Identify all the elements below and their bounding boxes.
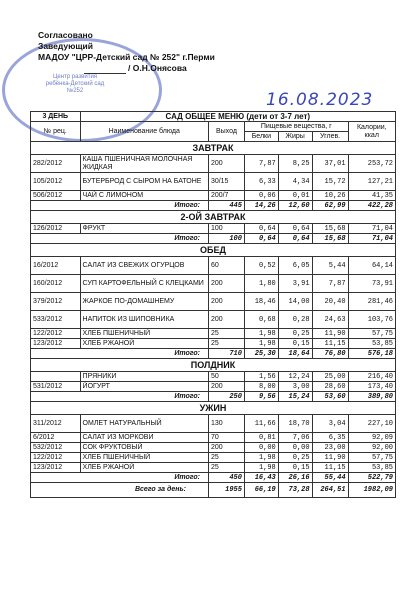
calories-value: 127,21	[348, 173, 395, 191]
dish-name: СОК ФРУКТОВЫЙ	[80, 443, 208, 453]
protein-value: 8,00	[244, 382, 278, 392]
dish-name: ХЛЕБ ПШЕНИЧНЫЙ	[80, 453, 208, 463]
col-nutrients: Пищевые вещества, г	[244, 122, 348, 132]
col-dish-name: Наименование блюда	[80, 122, 208, 142]
calories-value: 71,04	[348, 224, 395, 234]
fat-value: 0,25	[278, 453, 312, 463]
dish-name: ФРУКТ	[80, 224, 208, 234]
col-output: Выход	[208, 122, 244, 142]
fat-value: 0,28	[278, 311, 312, 329]
col-protein: Белки	[244, 132, 278, 142]
protein-value: 0,68	[244, 311, 278, 329]
protein-value: 11,66	[244, 415, 278, 433]
dish-name: ЖАРКОЕ ПО-ДОМАШНЕМУ	[80, 293, 208, 311]
recipe-number: 122/2012	[31, 453, 81, 463]
subtotal-protein: 25,30	[244, 349, 278, 359]
day-label: 3 ДЕНЬ	[31, 112, 81, 122]
dish-name: ХЛЕБ РЖАНОЙ	[80, 339, 208, 349]
subtotal-output: 710	[208, 349, 244, 359]
protein-value: 18,46	[244, 293, 278, 311]
section-title: ЗАВТРАК	[31, 142, 396, 155]
calories-value: 73,91	[348, 275, 395, 293]
subtotal-carbs: 53,60	[312, 392, 348, 402]
fat-value: 12,24	[278, 372, 312, 382]
col-fat: Жиры	[278, 132, 312, 142]
protein-value: 1,56	[244, 372, 278, 382]
calories-value: 92,00	[348, 443, 395, 453]
protein-value: 1,98	[244, 339, 278, 349]
calories-value: 53,85	[348, 463, 395, 473]
subtotal-fat: 18,64	[278, 349, 312, 359]
protein-value: 1,98	[244, 463, 278, 473]
calories-value: 227,10	[348, 415, 395, 433]
fat-value: 6,05	[278, 257, 312, 275]
table-row	[31, 293, 396, 311]
menu-title: САД ОБЩЕЕ МЕНЮ (дети от 3-7 лет)	[80, 112, 395, 122]
protein-value: 1,98	[244, 329, 278, 339]
fat-value: 0,25	[278, 329, 312, 339]
carbs-value: 3,04	[312, 415, 348, 433]
subtotal-row	[31, 473, 396, 483]
dish-name: НАПИТОК ИЗ ШИПОВНИКА	[80, 311, 208, 329]
section-title: 2-ОЙ ЗАВТРАК	[31, 211, 396, 224]
carbs-value: 24,63	[312, 311, 348, 329]
output-value: 130	[208, 415, 244, 433]
fat-value: 3,91	[278, 275, 312, 293]
output-value: 200	[208, 443, 244, 453]
menu-date: 16.08.2023	[266, 90, 374, 110]
col-carbs: Углев.	[312, 132, 348, 142]
subtotal-row	[31, 234, 396, 244]
subtotal-fat: 12,60	[278, 201, 312, 211]
protein-value: 0,81	[244, 433, 278, 443]
calories-value: 216,40	[348, 372, 395, 382]
approval-header	[38, 30, 215, 74]
calories-value: 173,40	[348, 382, 395, 392]
subtotal-row	[31, 349, 396, 359]
subtotal-row	[31, 392, 396, 402]
fat-value: 7,06	[278, 433, 312, 443]
section-header	[31, 359, 396, 372]
subtotal-calories: 71,04	[348, 234, 395, 244]
recipe-number: 531/2012	[31, 382, 81, 392]
calories-value: 57,75	[348, 329, 395, 339]
recipe-number: 123/2012	[31, 463, 81, 473]
total-calories: 1982,09	[348, 483, 395, 498]
carbs-value: 7,87	[312, 275, 348, 293]
carbs-value: 28,60	[312, 382, 348, 392]
menu-body	[31, 142, 396, 498]
recipe-number: 282/2012	[31, 155, 81, 173]
dish-name: СУП КАРТОФЕЛЬНЫЙ С КЛЕЦКАМИ	[80, 275, 208, 293]
subtotal-output: 445	[208, 201, 244, 211]
dish-name: БУТЕРБРОД С СЫРОМ НА БАТОНЕ	[80, 173, 208, 191]
protein-value: 1,80	[244, 275, 278, 293]
table-row	[31, 339, 396, 349]
approval-organization: МАДОУ "ЦРР-Детский сад № 252" г.Перми	[38, 52, 215, 62]
subtotal-calories: 576,18	[348, 349, 395, 359]
protein-value: 0,00	[244, 443, 278, 453]
protein-value: 7,87	[244, 155, 278, 173]
table-row	[31, 415, 396, 433]
dish-name: САЛАТ ИЗ МОРКОВИ	[80, 433, 208, 443]
recipe-number: 532/2012	[31, 443, 81, 453]
carbs-value: 11,90	[312, 329, 348, 339]
fat-value: 0,01	[278, 191, 312, 201]
subtotal-carbs: 76,80	[312, 349, 348, 359]
total-protein: 66,19	[244, 483, 278, 498]
signature-blank	[84, 65, 126, 74]
fat-value: 3,00	[278, 382, 312, 392]
subtotal-calories: 422,28	[348, 201, 395, 211]
carbs-value: 10,26	[312, 191, 348, 201]
carbs-value: 20,40	[312, 293, 348, 311]
dish-name: ХЛЕБ РЖАНОЙ	[80, 463, 208, 473]
output-value: 200	[208, 293, 244, 311]
section-title: УЖИН	[31, 402, 396, 415]
output-value: 200	[208, 275, 244, 293]
output-value: 60	[208, 257, 244, 275]
subtotal-row	[31, 201, 396, 211]
table-row	[31, 191, 396, 201]
subtotal-output: 100	[208, 234, 244, 244]
signature-line: / О.Н.Онясова	[38, 63, 215, 74]
calories-value: 103,76	[348, 311, 395, 329]
fat-value: 4,34	[278, 173, 312, 191]
table-row	[31, 224, 396, 234]
signature-name: О.Н.Онясова	[132, 63, 187, 73]
section-title: ПОЛДНИК	[31, 359, 396, 372]
output-value: 25	[208, 329, 244, 339]
recipe-number: 533/2012	[31, 311, 81, 329]
carbs-value: 23,00	[312, 443, 348, 453]
carbs-value: 11,90	[312, 453, 348, 463]
subtotal-label: Итого:	[31, 392, 209, 402]
fat-value: 0,15	[278, 339, 312, 349]
table-row	[31, 311, 396, 329]
fat-value: 0,64	[278, 224, 312, 234]
output-value: 70	[208, 433, 244, 443]
carbs-value: 5,44	[312, 257, 348, 275]
output-value: 200/7	[208, 191, 244, 201]
table-row	[31, 463, 396, 473]
subtotal-carbs: 15,68	[312, 234, 348, 244]
total-fat: 73,28	[278, 483, 312, 498]
recipe-number: 506/2012	[31, 191, 81, 201]
table-row	[31, 257, 396, 275]
protein-value: 0,52	[244, 257, 278, 275]
subtotal-label: Итого:	[31, 349, 209, 359]
dish-name: ОМЛЕТ НАТУРАЛЬНЫЙ	[80, 415, 208, 433]
recipe-number	[31, 372, 81, 382]
calories-value: 64,14	[348, 257, 395, 275]
carbs-value: 15,68	[312, 224, 348, 234]
output-value: 200	[208, 311, 244, 329]
dish-name: ХЛЕБ ПШЕНИЧНЫЙ	[80, 329, 208, 339]
protein-value: 0,64	[244, 224, 278, 234]
table-row	[31, 329, 396, 339]
subtotal-fat: 26,16	[278, 473, 312, 483]
day-total-label: Всего за день:	[31, 483, 209, 498]
protein-value: 0,06	[244, 191, 278, 201]
recipe-number: 105/2012	[31, 173, 81, 191]
carbs-value: 25,00	[312, 372, 348, 382]
subtotal-calories: 522,79	[348, 473, 395, 483]
dish-name: ЙОГУРТ	[80, 382, 208, 392]
subtotal-calories: 389,80	[348, 392, 395, 402]
subtotal-fat: 0,64	[278, 234, 312, 244]
recipe-number: 160/2012	[31, 275, 81, 293]
dish-name: КАША ПШЕНИЧНАЯ МОЛОЧНАЯ ЖИДКАЯ	[80, 155, 208, 173]
recipe-number: 379/2012	[31, 293, 81, 311]
subtotal-protein: 0,64	[244, 234, 278, 244]
fat-value: 18,70	[278, 415, 312, 433]
table-row	[31, 382, 396, 392]
menu-table	[30, 111, 396, 498]
table-row	[31, 443, 396, 453]
protein-value: 1,98	[244, 453, 278, 463]
section-header	[31, 142, 396, 155]
section-title: ОБЕД	[31, 244, 396, 257]
output-value: 25	[208, 339, 244, 349]
output-value: 200	[208, 382, 244, 392]
carbs-value: 37,01	[312, 155, 348, 173]
calories-value: 253,72	[348, 155, 395, 173]
recipe-number: 126/2012	[31, 224, 81, 234]
recipe-number: 123/2012	[31, 339, 81, 349]
calories-value: 41,35	[348, 191, 395, 201]
fat-value: 0,15	[278, 463, 312, 473]
table-row	[31, 453, 396, 463]
subtotal-protein: 9,56	[244, 392, 278, 402]
output-value: 25	[208, 453, 244, 463]
carbs-value: 11,15	[312, 463, 348, 473]
carbs-value: 15,72	[312, 173, 348, 191]
fat-value: 14,00	[278, 293, 312, 311]
table-row	[31, 155, 396, 173]
output-value: 50	[208, 372, 244, 382]
output-value: 25	[208, 463, 244, 473]
col-calories: Калории, ккал	[348, 122, 395, 142]
calories-value: 92,09	[348, 433, 395, 443]
recipe-number: 6/2012	[31, 433, 81, 443]
subtotal-fat: 15,24	[278, 392, 312, 402]
table-row	[31, 173, 396, 191]
approval-line: Согласовано	[38, 30, 93, 40]
stamp-text: Центр развития ребёнка-Детский сад №252	[45, 74, 105, 94]
protein-value: 6,33	[244, 173, 278, 191]
section-header	[31, 244, 396, 257]
subtotal-protein: 16,43	[244, 473, 278, 483]
day-total-row	[31, 483, 396, 498]
table-row	[31, 433, 396, 443]
table-row	[31, 372, 396, 382]
recipe-number: 311/2012	[31, 415, 81, 433]
dish-name: ЧАЙ С ЛИМОНОМ	[80, 191, 208, 201]
subtotal-output: 250	[208, 392, 244, 402]
calories-value: 281,46	[348, 293, 395, 311]
subtotal-label: Итого:	[31, 473, 209, 483]
fat-value: 0,00	[278, 443, 312, 453]
recipe-number: 122/2012	[31, 329, 81, 339]
calories-value: 53,85	[348, 339, 395, 349]
carbs-value: 11,15	[312, 339, 348, 349]
col-recipe: № рец.	[31, 122, 81, 142]
section-header	[31, 211, 396, 224]
total-output: 1955	[208, 483, 244, 498]
fat-value: 8,25	[278, 155, 312, 173]
subtotal-carbs: 55,44	[312, 473, 348, 483]
output-value: 30/15	[208, 173, 244, 191]
total-carbs: 264,51	[312, 483, 348, 498]
subtotal-label: Итого:	[31, 201, 209, 211]
dish-name: САЛАТ ИЗ СВЕЖИХ ОГУРЦОВ	[80, 257, 208, 275]
table-row	[31, 275, 396, 293]
subtotal-label: Итого:	[31, 234, 209, 244]
approval-position: Заведующий	[38, 41, 94, 51]
dish-name: ПРЯНИКИ	[80, 372, 208, 382]
subtotal-carbs: 62,99	[312, 201, 348, 211]
section-header	[31, 402, 396, 415]
output-value: 200	[208, 155, 244, 173]
subtotal-protein: 14,26	[244, 201, 278, 211]
carbs-value: 6,35	[312, 433, 348, 443]
recipe-number: 16/2012	[31, 257, 81, 275]
calories-value: 57,75	[348, 453, 395, 463]
output-value: 100	[208, 224, 244, 234]
subtotal-output: 450	[208, 473, 244, 483]
